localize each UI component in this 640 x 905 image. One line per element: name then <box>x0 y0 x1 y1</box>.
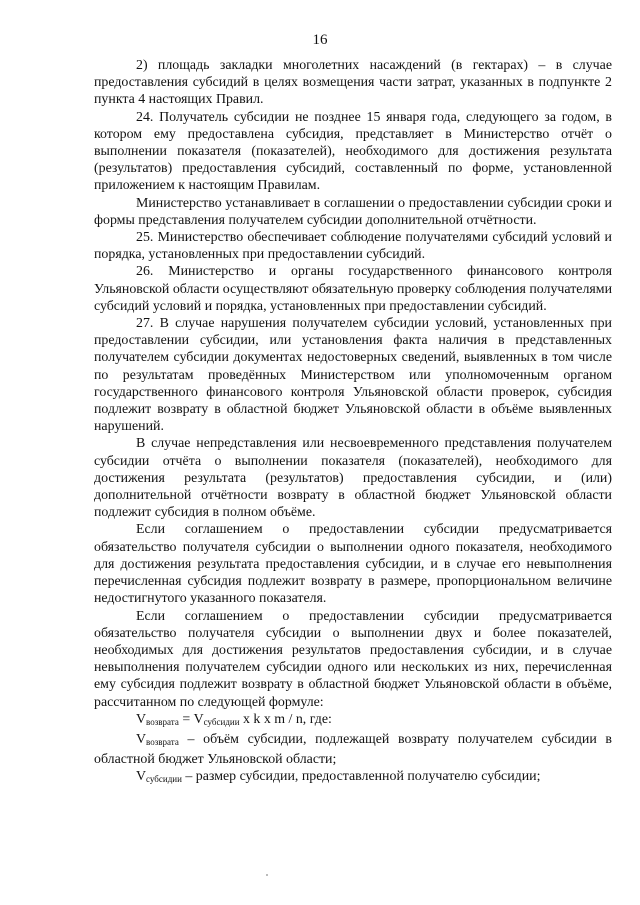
paragraph-26: 26. Министерство и органы государственного финансового контроля Ульяновской области осуществляют обязательную проверку соблюдения получателями субсидий условий и порядка, установленных при предоставлении субсидий. <box>94 264 612 314</box>
paragraph-27: 27. В случае нарушения получателем субсидии условий, установленных при предоставлении субсидии, или установления факта наличия в представленных получателем субсидии документах недостоверных сведений, выявленных в том числе по результатам проведённых Министерством или уполномоченным органом государственного финансового контроля Ульяновской области проверок, субсидия подлежит возврату в областной бюджет Ульяновской области в объёме выявленных нарушений. <box>94 316 612 435</box>
formula-v-refund-subscript: возврата <box>146 716 179 727</box>
formula-v-subsidy-subscript: субсидии <box>203 716 240 727</box>
definition-text: – объём субсидии, подлежащей возврату получателем субсидии в областной бюджет Ульяновской области; <box>94 731 612 768</box>
paragraph-24: 24. Получатель субсидии не позднее 15 января года, следующего за годом, в котором ему предоставлена субсидия, представляет в Министерство отчёт о выполнении показателя (показателей), необходимого для достижения результата (результатов) предоставления субсидий, составленный по форме, установленной приложением к настоящим Правилам. <box>94 109 612 194</box>
refund-formula <box>94 711 612 731</box>
definition-v-refund <box>94 731 612 768</box>
definition-symbol: V <box>136 731 147 747</box>
definition-subscript: возврата <box>146 736 179 747</box>
paragraph-one-indicator: Если соглашением о предоставлении субсидии предусматривается обязательство получателя субсидии о выполнении одного показателя, необходимого для достижения результата предоставления субсидии, и в случае его невыполнения перечисленная субсидия подлежит возврату в размере, пропорциональном величине недостигнутого указанного показателя. <box>94 522 612 607</box>
definition-symbol: V <box>136 769 147 785</box>
page-number: 16 <box>312 32 328 48</box>
definition-text: – размер субсидии, предоставленной получателю субсидии; <box>181 769 541 785</box>
formula-v-symbol: V <box>136 711 147 727</box>
paragraph-area-item: 2) площадь закладки многолетних насаждений (в гектарах) – в случае предоставления субсидий в целях возмещения части затрат, указанных в подпункте 2 пункта 4 настоящих Правил. <box>94 58 612 108</box>
formula-v-symbol: V <box>193 711 204 727</box>
paragraph-non-submission: В случае непредставления или несвоевременного представления получателем субсидии отчёта о выполнении показателя (показателей), необходимого для достижения результата (результатов) предоставления субсидии, и (или) дополнительной отчётности возврату в областной бюджет Ульяновской области подлежит субсидия в полном объёме. <box>94 436 612 521</box>
scan-speck <box>266 874 268 876</box>
paragraph-25: 25. Министерство обеспечивает соблюдение получателями субсидий условий и порядка, установленных при предоставлении субсидий. <box>94 230 612 263</box>
paragraph-additional-reporting: Министерство устанавливает в соглашении о предоставлении субсидии сроки и формы представления получателем субсидии дополнительной отчётности. <box>94 195 612 228</box>
document-body <box>94 57 612 789</box>
paragraph-multiple-indicators: Если соглашением о предоставлении субсидии предусматривается обязательство получателя субсидии о выполнении двух и более показателей, необходимых для достижения результатов предоставления субсидии, и в случае невыполнения получателем субсидии одного или нескольких из них, перечисленная ему субсидия подлежит возврату в областной бюджет Ульяновской области в объёме, рассчитанном по следующей формуле: <box>94 608 612 710</box>
formula-equals: = <box>178 711 194 727</box>
definition-subscript: субсидии <box>146 774 182 785</box>
definition-v-subsidy <box>94 768 612 788</box>
formula-rest: x k x m / n, где: <box>239 711 332 727</box>
